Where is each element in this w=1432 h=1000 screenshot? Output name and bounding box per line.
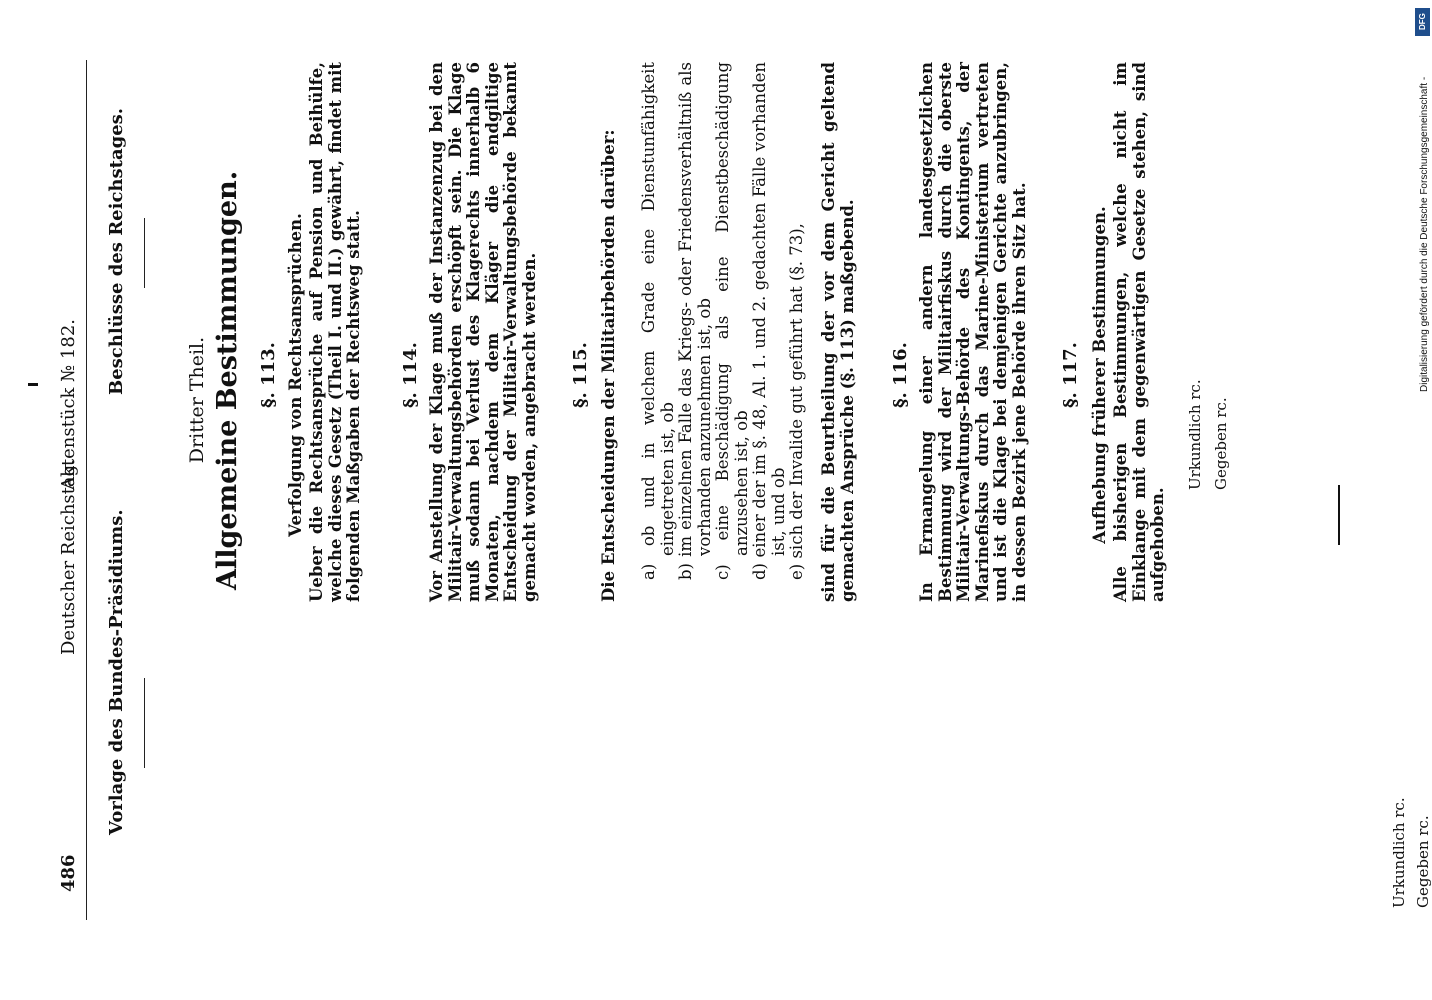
part-title: Allgemeine Bestimmungen. (212, 170, 243, 590)
left-gegeben: Gegeben rc. (1414, 815, 1432, 908)
section-114-text: Vor Anstellung der Klage muß der Instanzenzug bei den Militair-Verwaltungsbehörden erschöpft sein. Die Klage muß sodann bei Verlust des Klagerechts innerhalb 6 Monaten, nachdem dem Kläger die endgiltige Entscheidung der Militair-Verwaltungsbehörde bekannt gemacht worden, angebracht werden. (427, 62, 539, 602)
credit-text: Digitalisierung gefördert durch die Deutsche Forschungsgemeinschaft - (1419, 76, 1430, 392)
section-115-item-d: d) einer der im §. 48, Al. 1. und 2. gedachten Fälle vorhanden ist, und ob (750, 62, 788, 580)
section-115-item-a: a) ob und in welchem Grade eine Dienstunfähigkeit eingetreten ist, ob (639, 61, 677, 580)
section-115-item-c: c) eine Beschädigung als eine Dienstbeschädigung anzusehen ist, ob (713, 61, 751, 580)
section-117-subtitle: Aufhebung früherer Bestimmungen. (1090, 206, 1109, 544)
dfg-logo: DFG (1415, 8, 1430, 36)
right-urkundlich: Urkundlich rc. (1186, 379, 1204, 490)
page-number: 486 (58, 854, 79, 892)
right-column-rule (144, 218, 145, 288)
section-115-number: §. 115. (570, 342, 591, 408)
right-gegeben: Gegeben rc. (1212, 397, 1230, 490)
section-115-item-e: e) sich der Invalide gut geführt hat (§. 73), (787, 223, 806, 580)
header-rule (86, 60, 87, 920)
section-116-number: §. 116. (890, 342, 911, 408)
section-117-text: Alle bisherigen Bestimmungen, welche nicht im Einklange mit dem gegenwärtigen Gesetze stehen, sind aufgehoben. (1111, 62, 1167, 602)
document-number: Aktenstück № 182. (58, 319, 79, 490)
section-115-closing: sind für die Beurtheilung der vor dem Gericht geltend gemachten Ansprüche (§. 113) maßgebend. (819, 62, 857, 602)
right-column-title: Beschlüsse des Reichstages. (106, 107, 127, 395)
section-113-number: §. 113. (258, 342, 279, 408)
section-115-item-b: b) im einzelnen Falle das Kriegs- oder Friedensverhältniß als vorhanden anzunehmen ist, ob (676, 61, 714, 580)
section-117-number: §. 117. (1060, 342, 1081, 408)
left-column-title: Vorlage des Bundes-Präsidiums. (106, 509, 127, 835)
left-urkundlich: Urkundlich rc. (1390, 797, 1408, 908)
section-113-text: Ueber die Rechtsansprüche auf Pension und Beihülfe, welche dieses Gesetz (Theil I. und II.) gewährt, findet mit folgenden Maßgaben der Rechtsweg statt. (307, 62, 363, 602)
section-115-intro: Die Entscheidungen der Militairbehörden darüber: (599, 129, 618, 602)
section-116-text: In Ermangelung einer andern landesgesetzlichen Bestimmung wird der Militairfiskus durch die oberste Militair-Verwaltungs-Behörde des Kontingents, der Marinefiskus durch das Marine-Ministerium vertreten und ist die Klage bei demjenigen Gerichte anzubringen, in dessen Bezirk jene Behörde ihren Sitz hat. (917, 62, 1029, 602)
journal-title: Deutscher Reichstag. (58, 459, 79, 655)
section-113-subtitle: Verfolgung von Rechtsansprüchen. (286, 213, 305, 537)
section-114-number: §. 114. (400, 342, 421, 408)
digitization-credit (1413, 0, 1432, 1000)
part-label: Dritter Theil. (186, 336, 208, 464)
left-column-rule (144, 678, 145, 768)
scan-artifact-line (1338, 485, 1340, 545)
section-115-items (640, 62, 807, 580)
scan-artifact-mark (28, 383, 38, 386)
